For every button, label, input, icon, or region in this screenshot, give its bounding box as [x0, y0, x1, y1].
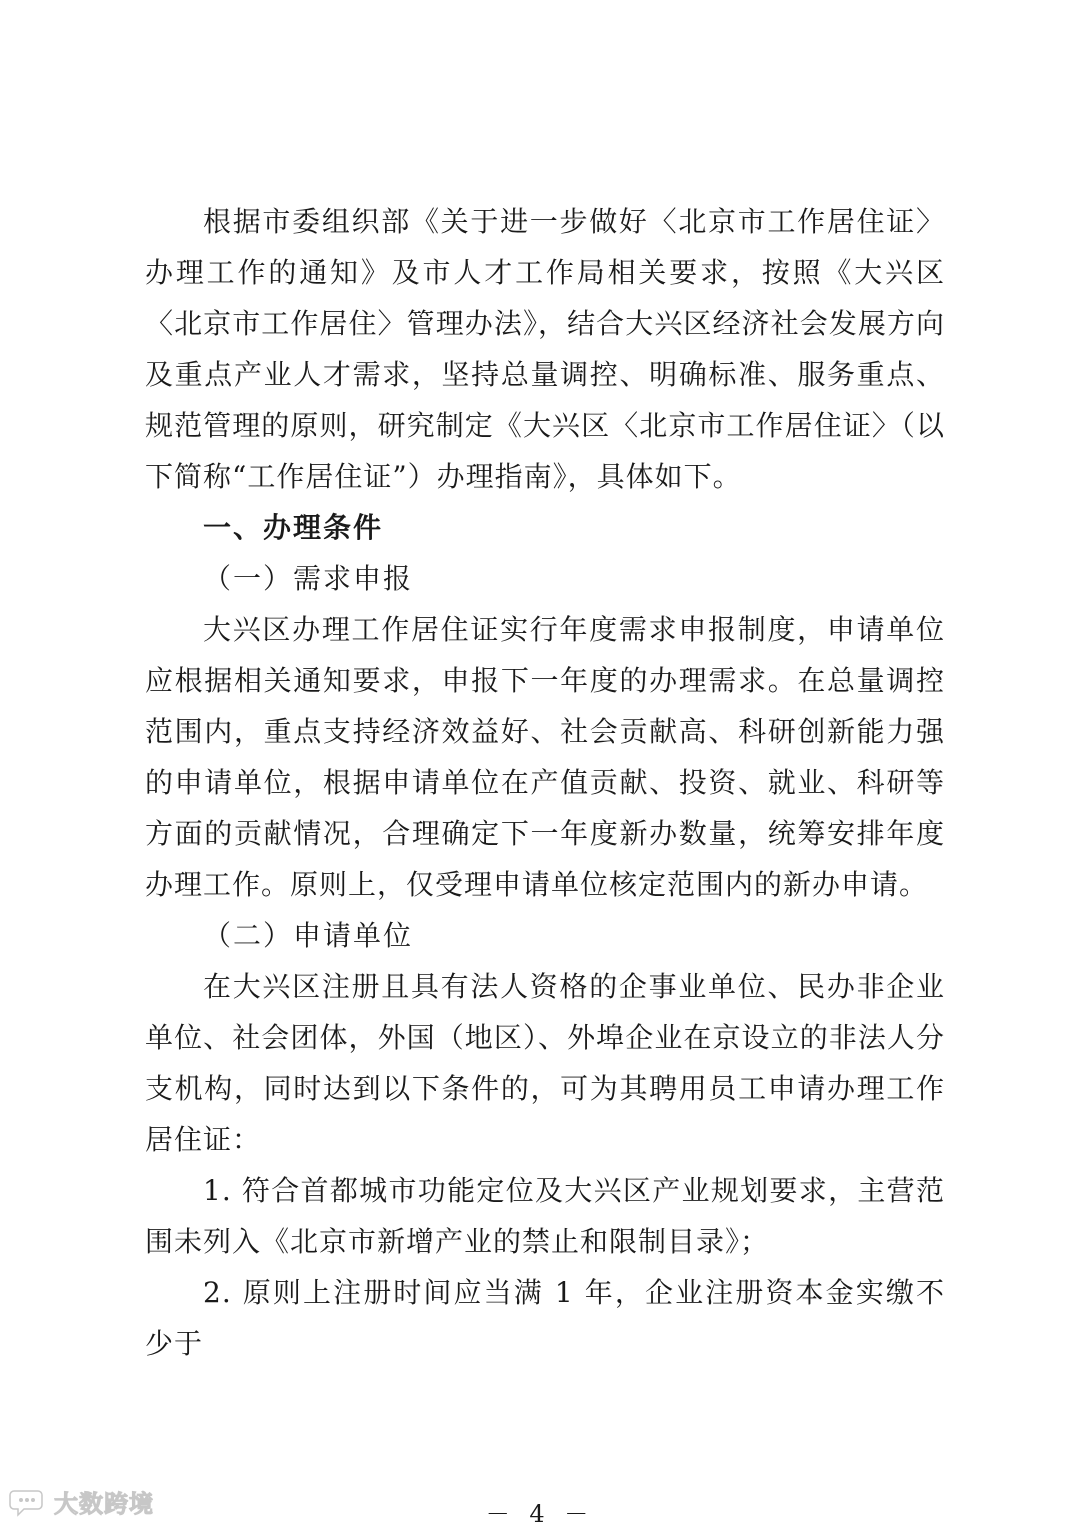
watermark-text: 大数跨境 [54, 1490, 154, 1518]
chat-bubble-logo-icon [8, 1487, 48, 1517]
subsection-heading-demand: （一）需求申报 [203, 562, 414, 595]
condition-item-1: 1. 符合首都城市功能定位及大兴区产业规划要求，主营范围未列入《北京市新增产业的禁止和限制目录》； [145, 1174, 945, 1258]
intro-paragraph: 根据市委组织部《关于进一步做好〈北京市工作居住证〉办理工作的通知》及市人才工作局相关要求，按照《大兴区〈北京市工作居住〉管理办法》，结合大兴区经济社会发展方向及重点产业人才需求，坚持总量调控、明确标准、服务重点、规范管理的原则，研究制定《大兴区〈北京市工作居住证〉（以下简称“工作居住证”）办理指南》，具体如下。 [145, 205, 945, 493]
demand-paragraph: 大兴区办理工作居住证实行年度需求申报制度，申请单位应根据相关通知要求，申报下一年度的办理需求。在总量调控范围内，重点支持经济效益好、社会贡献高、科研创新能力强的申请单位，根据申请单位在产值贡献、投资、就业、科研等方面的贡献情况，合理确定下一年度新办数量，统筹安排年度办理工作。原则上，仅受理申请单位核定范围内的新办申请。 [145, 613, 945, 901]
document-body [145, 196, 945, 1369]
watermark [8, 1484, 154, 1519]
page-number: － 4 － [485, 1500, 595, 1528]
condition-item-2: 2. 原则上注册时间应当满 1 年，企业注册资本金实缴不少于 [145, 1276, 945, 1360]
applicant-paragraph: 在大兴区注册且具有法人资格的企事业单位、民办非企业单位、社会团体，外国（地区）、外埠企业在京设立的非法人分支机构，同时达到以下条件的，可为其聘用员工申请办理工作居住证： [145, 970, 945, 1156]
subsection-heading-applicant: （二）申请单位 [203, 919, 414, 952]
section-heading-conditions: 一、办理条件 [203, 511, 384, 544]
